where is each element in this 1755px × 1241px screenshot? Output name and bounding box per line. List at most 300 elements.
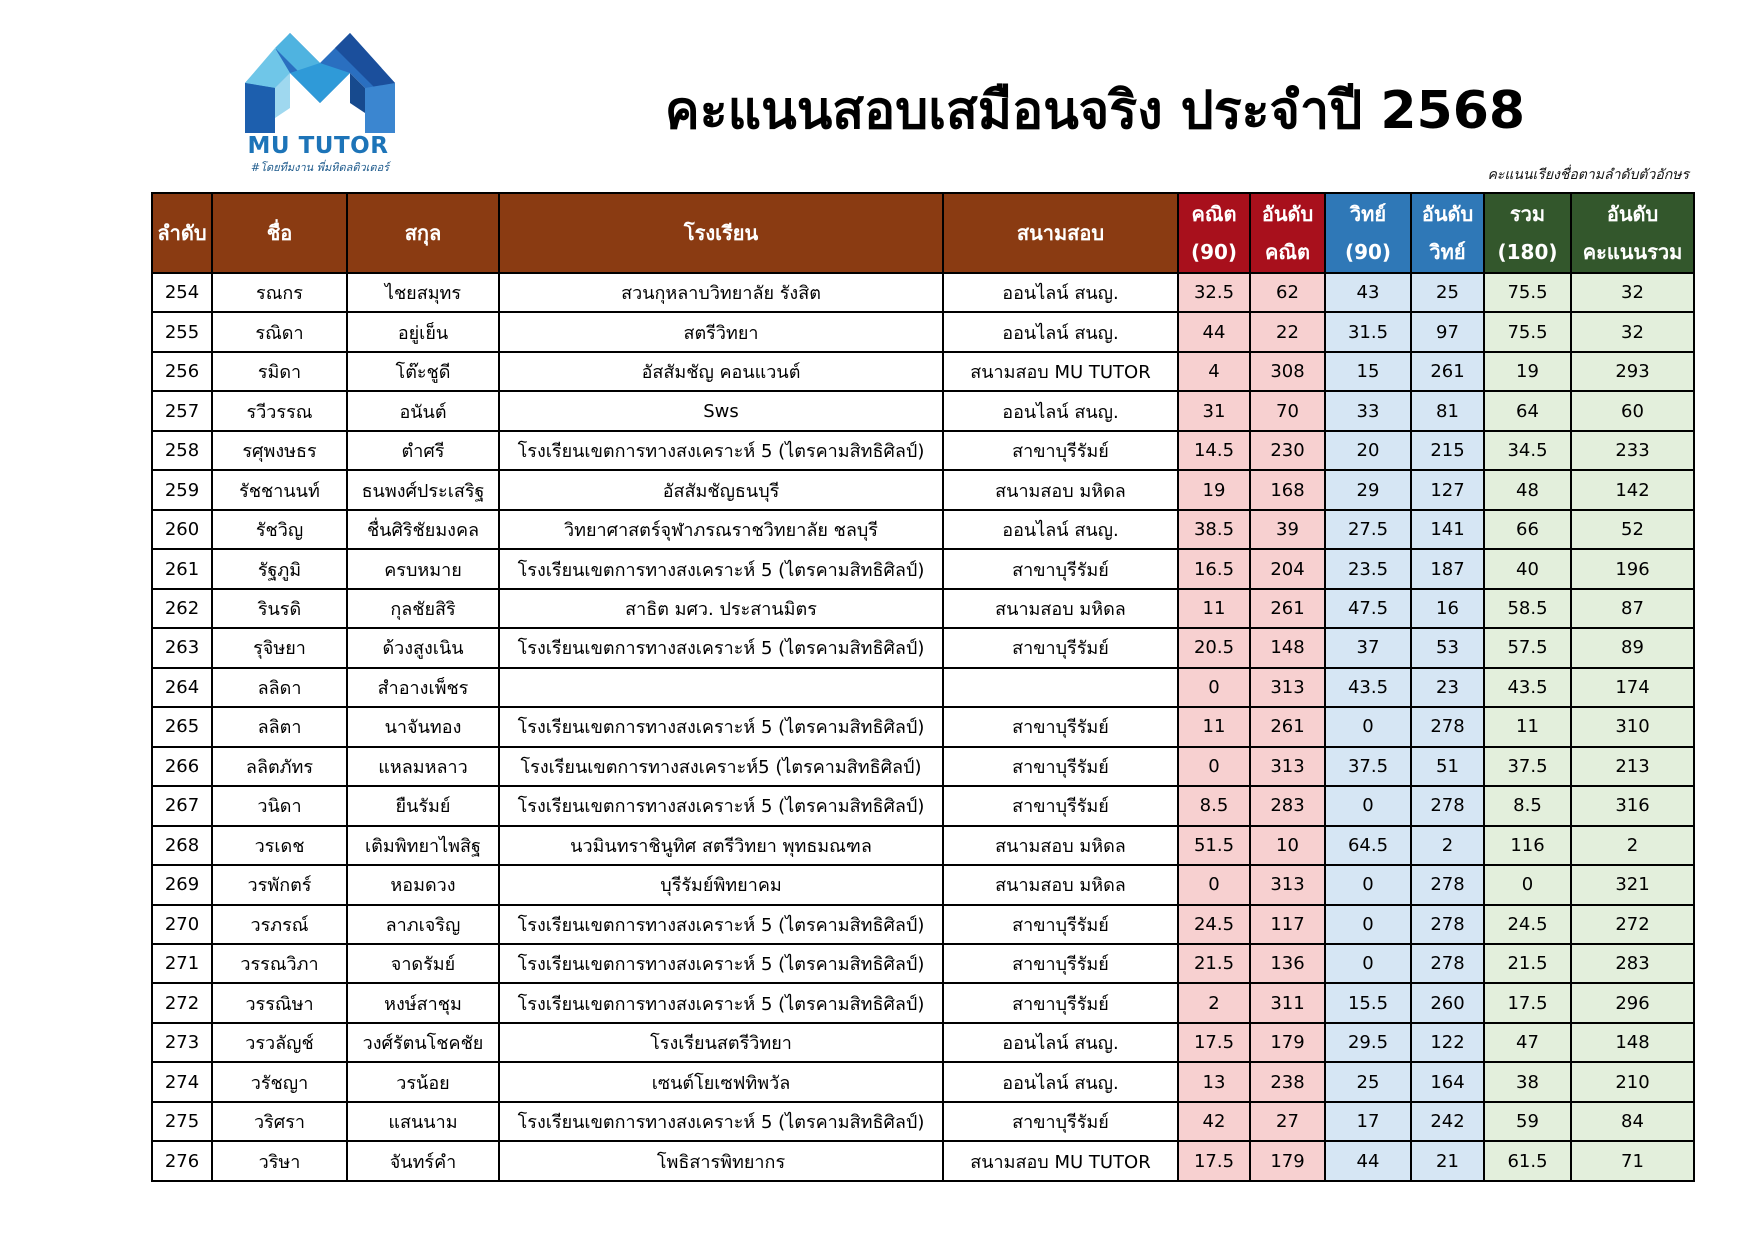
table-row [152,983,1694,1022]
cell-venue: ออนไลน์ สนญ. [943,273,1178,312]
cell-school: สาธิต มศว. ประสานมิตร [499,589,943,628]
cell-no: 254 [152,273,212,312]
cell-last-name: สำอางเพ็ชร [347,668,499,707]
cell-science-score: 37 [1325,628,1411,667]
cell-total-score: 116 [1484,826,1571,865]
cell-total-score: 24.5 [1484,905,1571,944]
cell-total-score: 43.5 [1484,668,1571,707]
table-row [152,470,1694,509]
table-row [152,312,1694,351]
cell-math-rank: 168 [1250,470,1325,509]
cell-first-name: วริศรา [212,1102,347,1141]
table-row [152,510,1694,549]
header-school: โรงเรียน [499,193,943,273]
cell-science-rank: 21 [1411,1141,1484,1181]
logo-brand-text: MU TUTOR [247,133,389,159]
cell-total-score: 34.5 [1484,431,1571,470]
cell-math-score: 17.5 [1178,1141,1250,1181]
cell-math-score: 4 [1178,352,1250,391]
cell-last-name: ไชยสมุทร [347,273,499,312]
cell-math-rank: 230 [1250,431,1325,470]
cell-first-name: รณกร [212,273,347,312]
cell-venue: สาขาบุรีรัมย์ [943,707,1178,746]
cell-total-rank: 52 [1571,510,1694,549]
cell-no: 265 [152,707,212,746]
cell-science-score: 64.5 [1325,826,1411,865]
cell-first-name: ลลิตา [212,707,347,746]
cell-total-rank: 210 [1571,1062,1694,1101]
cell-math-rank: 62 [1250,273,1325,312]
cell-total-score: 11 [1484,707,1571,746]
cell-total-rank: 89 [1571,628,1694,667]
page-title: คะแนนสอบเสมือนจริง ประจำปี 2568 [664,81,1526,141]
cell-science-rank: 242 [1411,1102,1484,1141]
cell-science-score: 33 [1325,391,1411,430]
cell-no: 257 [152,391,212,430]
cell-math-score: 21.5 [1178,944,1250,983]
cell-total-score: 61.5 [1484,1141,1571,1181]
cell-math-score: 11 [1178,589,1250,628]
cell-no: 271 [152,944,212,983]
cell-venue: สนามสอบ มหิดล [943,826,1178,865]
table-header-row [152,193,1694,273]
cell-total-rank: 32 [1571,312,1694,351]
cell-total-rank: 310 [1571,707,1694,746]
cell-school: โพธิสารพิทยากร [499,1141,943,1181]
cell-first-name: รมิดา [212,352,347,391]
cell-total-rank: 316 [1571,786,1694,825]
cell-science-rank: 215 [1411,431,1484,470]
cell-science-rank: 187 [1411,549,1484,588]
cell-total-rank: 283 [1571,944,1694,983]
cell-first-name: วรเดช [212,826,347,865]
cell-school: โรงเรียนเขตการทางสงเคราะห์ 5 (ไตรคามสิทธิศิลป์) [499,1102,943,1141]
cell-venue: สาขาบุรีรัมย์ [943,549,1178,588]
cell-total-rank: 32 [1571,273,1694,312]
header-total-label: รวม [1509,202,1546,226]
cell-no: 264 [152,668,212,707]
cell-school: โรงเรียนเขตการทางสงเคราะห์ 5 (ไตรคามสิทธิศิลป์) [499,431,943,470]
cell-venue: สนามสอบ มหิดล [943,865,1178,904]
cell-last-name: วงศ์รัตนโชคชัย [347,1023,499,1062]
cell-math-score: 13 [1178,1062,1250,1101]
cell-math-rank: 148 [1250,628,1325,667]
cell-venue: สาขาบุรีรัมย์ [943,944,1178,983]
cell-school: โรงเรียนเขตการทางสงเคราะห์ 5 (ไตรคามสิทธิศิลป์) [499,549,943,588]
header-total-rank [1571,193,1694,273]
cell-no: 258 [152,431,212,470]
cell-total-score: 66 [1484,510,1571,549]
cell-last-name: ด้วงสูงเนิน [347,628,499,667]
cell-no: 272 [152,983,212,1022]
cell-total-score: 59 [1484,1102,1571,1141]
cell-math-rank: 39 [1250,510,1325,549]
table-row [152,668,1694,707]
cell-total-score: 47 [1484,1023,1571,1062]
cell-venue: สาขาบุรีรัมย์ [943,1102,1178,1141]
cell-total-score: 38 [1484,1062,1571,1101]
cell-school: โรงเรียนเขตการทางสงเคราะห์ 5 (ไตรคามสิทธิศิลป์) [499,983,943,1022]
cell-science-rank: 278 [1411,707,1484,746]
cell-last-name: แหลมหลาว [347,747,499,786]
cell-last-name: วรน้อย [347,1062,499,1101]
cell-last-name: ชื่นศิริชัยมงคล [347,510,499,549]
cell-science-rank: 278 [1411,865,1484,904]
cell-venue: ออนไลน์ สนญ. [943,1062,1178,1101]
header-science-rank-label: อันดับ [1421,202,1474,226]
cell-venue: สนามสอบ มหิดล [943,470,1178,509]
cell-school: โรงเรียนเขตการทางสงเคราะห์ 5 (ไตรคามสิทธิศิลป์) [499,786,943,825]
cell-science-rank: 278 [1411,944,1484,983]
header-no: ลำดับ [152,193,212,273]
cell-total-rank: 196 [1571,549,1694,588]
cell-science-rank: 122 [1411,1023,1484,1062]
cell-science-score: 29.5 [1325,1023,1411,1062]
header-venue: สนามสอบ [943,193,1178,273]
cell-science-rank: 53 [1411,628,1484,667]
table-row [152,1062,1694,1101]
cell-total-score: 19 [1484,352,1571,391]
header-last-name: สกุล [347,193,499,273]
cell-math-score: 14.5 [1178,431,1250,470]
header-science-max: (90) [1344,240,1392,264]
cell-science-score: 0 [1325,865,1411,904]
cell-math-score: 38.5 [1178,510,1250,549]
cell-first-name: วรรณวิภา [212,944,347,983]
cell-venue: สาขาบุรีรัมย์ [943,628,1178,667]
cell-math-rank: 117 [1250,905,1325,944]
cell-science-rank: 2 [1411,826,1484,865]
header-total [1484,193,1571,273]
table-row [152,352,1694,391]
table-row [152,549,1694,588]
sort-note: คะแนนเรียงชื่อตามลำดับตัวอักษร [1487,167,1689,183]
header-science-rank [1411,193,1484,273]
cell-total-rank: 174 [1571,668,1694,707]
cell-total-score: 57.5 [1484,628,1571,667]
cell-math-rank: 311 [1250,983,1325,1022]
house-mu-logo-icon [240,28,400,138]
table-row [152,1141,1694,1181]
cell-venue: สาขาบุรีรัมย์ [943,983,1178,1022]
cell-math-score: 44 [1178,312,1250,351]
cell-school: สวนกุหลาบวิทยาลัย รังสิต [499,273,943,312]
cell-science-rank: 23 [1411,668,1484,707]
cell-school: วิทยาศาสตร์จุฬาภรณราชวิทยาลัย ชลบุรี [499,510,943,549]
cell-venue: สาขาบุรีรัมย์ [943,905,1178,944]
cell-venue: ออนไลน์ สนญ. [943,312,1178,351]
table-row [152,747,1694,786]
cell-last-name: ยืนรัมย์ [347,786,499,825]
cell-math-rank: 27 [1250,1102,1325,1141]
cell-first-name: รัชวิญ [212,510,347,549]
cell-science-score: 0 [1325,707,1411,746]
table-body [152,273,1694,1181]
cell-math-score: 8.5 [1178,786,1250,825]
cell-no: 273 [152,1023,212,1062]
cell-math-score: 20.5 [1178,628,1250,667]
cell-science-score: 0 [1325,905,1411,944]
cell-total-rank: 293 [1571,352,1694,391]
cell-last-name: ลาภเจริญ [347,905,499,944]
header-math-label: คณิต [1191,202,1237,226]
table-row [152,826,1694,865]
cell-total-rank: 84 [1571,1102,1694,1141]
cell-science-rank: 16 [1411,589,1484,628]
cell-math-rank: 283 [1250,786,1325,825]
cell-total-score: 48 [1484,470,1571,509]
cell-venue: สนามสอบ MU TUTOR [943,1141,1178,1181]
cell-total-score: 17.5 [1484,983,1571,1022]
table-row [152,431,1694,470]
cell-first-name: รศุพงษธร [212,431,347,470]
table-row [152,865,1694,904]
cell-math-score: 0 [1178,747,1250,786]
header-science-rank-sub: วิทย์ [1429,240,1466,264]
cell-no: 268 [152,826,212,865]
header-math-max: (90) [1190,240,1238,264]
cell-first-name: รุจิษยา [212,628,347,667]
cell-science-rank: 25 [1411,273,1484,312]
cell-math-rank: 204 [1250,549,1325,588]
table-row [152,589,1694,628]
cell-school: โรงเรียนเขตการทางสงเคราะห์5 (ไตรคามสิทธิศิลป์) [499,747,943,786]
cell-total-rank: 60 [1571,391,1694,430]
header-first-name: ชื่อ [212,193,347,273]
cell-first-name: วนิดา [212,786,347,825]
cell-last-name: ครบหมาย [347,549,499,588]
cell-math-rank: 10 [1250,826,1325,865]
cell-science-score: 15 [1325,352,1411,391]
cell-school: Sws [499,391,943,430]
cell-science-score: 0 [1325,944,1411,983]
cell-science-rank: 81 [1411,391,1484,430]
cell-math-score: 51.5 [1178,826,1250,865]
cell-no: 274 [152,1062,212,1101]
cell-total-score: 8.5 [1484,786,1571,825]
cell-math-rank: 238 [1250,1062,1325,1101]
cell-math-score: 42 [1178,1102,1250,1141]
cell-math-score: 11 [1178,707,1250,746]
header-math [1178,193,1250,273]
cell-total-rank: 2 [1571,826,1694,865]
logo-tagline: #โดยทีมงาน พี่มหิดลติวเตอร์ [250,161,390,174]
cell-no: 262 [152,589,212,628]
cell-total-rank: 213 [1571,747,1694,786]
cell-total-score: 37.5 [1484,747,1571,786]
cell-venue: สาขาบุรีรัมย์ [943,431,1178,470]
cell-total-score: 58.5 [1484,589,1571,628]
cell-math-rank: 261 [1250,707,1325,746]
cell-math-rank: 313 [1250,668,1325,707]
cell-no: 256 [152,352,212,391]
cell-total-score: 40 [1484,549,1571,588]
cell-total-rank: 296 [1571,983,1694,1022]
cell-no: 260 [152,510,212,549]
cell-first-name: วรพักตร์ [212,865,347,904]
cell-math-score: 17.5 [1178,1023,1250,1062]
cell-total-score: 75.5 [1484,312,1571,351]
cell-math-score: 0 [1178,668,1250,707]
cell-school: อัสสัมชัญธนบุรี [499,470,943,509]
cell-math-score: 0 [1178,865,1250,904]
cell-venue: ออนไลน์ สนญ. [943,1023,1178,1062]
cell-first-name: วรวลัญช์ [212,1023,347,1062]
cell-math-score: 32.5 [1178,273,1250,312]
cell-first-name: วริษา [212,1141,347,1181]
cell-first-name: รินรดิ [212,589,347,628]
cell-math-score: 2 [1178,983,1250,1022]
cell-venue: ออนไลน์ สนญ. [943,510,1178,549]
cell-science-score: 27.5 [1325,510,1411,549]
cell-venue: สนามสอบ มหิดล [943,589,1178,628]
cell-total-rank: 148 [1571,1023,1694,1062]
cell-last-name: อนันต์ [347,391,499,430]
cell-total-rank: 321 [1571,865,1694,904]
cell-venue: ออนไลน์ สนญ. [943,391,1178,430]
cell-total-score: 21.5 [1484,944,1571,983]
cell-science-score: 20 [1325,431,1411,470]
cell-math-rank: 313 [1250,747,1325,786]
cell-school: โรงเรียนสตรีวิทยา [499,1023,943,1062]
cell-math-rank: 308 [1250,352,1325,391]
table-row [152,1023,1694,1062]
cell-last-name: ธนพงศ์ประเสริฐ [347,470,499,509]
cell-last-name: กุลชัยสิริ [347,589,499,628]
cell-venue: สาขาบุรีรัมย์ [943,786,1178,825]
cell-school [499,668,943,707]
score-table [151,192,1695,1182]
cell-no: 261 [152,549,212,588]
table-row [152,273,1694,312]
cell-first-name: วรภรณ์ [212,905,347,944]
cell-math-rank: 136 [1250,944,1325,983]
cell-no: 255 [152,312,212,351]
cell-no: 267 [152,786,212,825]
cell-math-score: 31 [1178,391,1250,430]
cell-school: อัสสัมชัญ คอนแวนต์ [499,352,943,391]
cell-total-score: 64 [1484,391,1571,430]
cell-science-score: 0 [1325,786,1411,825]
cell-science-score: 25 [1325,1062,1411,1101]
cell-math-rank: 70 [1250,391,1325,430]
cell-last-name: จันทร์คำ [347,1141,499,1181]
table-row [152,786,1694,825]
cell-no: 270 [152,905,212,944]
cell-science-score: 29 [1325,470,1411,509]
table-row [152,391,1694,430]
cell-math-score: 24.5 [1178,905,1250,944]
cell-science-rank: 260 [1411,983,1484,1022]
cell-math-score: 16.5 [1178,549,1250,588]
cell-venue [943,668,1178,707]
table-row [152,707,1694,746]
cell-science-rank: 278 [1411,786,1484,825]
cell-last-name: นาจันทอง [347,707,499,746]
table-row [152,1102,1694,1141]
cell-science-rank: 127 [1411,470,1484,509]
cell-no: 269 [152,865,212,904]
table-row [152,905,1694,944]
cell-first-name: วรัชญา [212,1062,347,1101]
cell-no: 259 [152,470,212,509]
cell-science-rank: 141 [1411,510,1484,549]
table-row [152,628,1694,667]
cell-venue: สนามสอบ MU TUTOR [943,352,1178,391]
cell-venue: สาขาบุรีรัมย์ [943,747,1178,786]
cell-total-rank: 233 [1571,431,1694,470]
header-math-rank [1250,193,1325,273]
cell-no: 266 [152,747,212,786]
cell-science-score: 47.5 [1325,589,1411,628]
cell-last-name: โต๊ะชูดี [347,352,499,391]
cell-no: 263 [152,628,212,667]
cell-school: โรงเรียนเขตการทางสงเคราะห์ 5 (ไตรคามสิทธิศิลป์) [499,944,943,983]
cell-last-name: จาดรัมย์ [347,944,499,983]
cell-first-name: รณิดา [212,312,347,351]
cell-last-name: หอมดวง [347,865,499,904]
cell-science-score: 31.5 [1325,312,1411,351]
header-math-rank-sub: คณิต [1265,240,1310,264]
cell-total-rank: 87 [1571,589,1694,628]
cell-school: โรงเรียนเขตการทางสงเคราะห์ 5 (ไตรคามสิทธิศิลป์) [499,905,943,944]
cell-first-name: ลลิดา [212,668,347,707]
cell-math-rank: 313 [1250,865,1325,904]
header-science-label: วิทย์ [1349,202,1387,226]
cell-total-score: 75.5 [1484,273,1571,312]
cell-total-rank: 142 [1571,470,1694,509]
cell-last-name: แสนนาม [347,1102,499,1141]
header-total-rank-sub: คะแนนรวม [1582,240,1683,264]
cell-school: บุรีรัมย์พิทยาคม [499,865,943,904]
cell-last-name: หงษ์สาชุม [347,983,499,1022]
cell-last-name: อยู่เย็น [347,312,499,351]
cell-science-rank: 97 [1411,312,1484,351]
cell-school: นวมินทราชินูทิศ สตรีวิทยา พุทธมณฑล [499,826,943,865]
cell-science-rank: 164 [1411,1062,1484,1101]
cell-no: 275 [152,1102,212,1141]
cell-science-score: 43 [1325,273,1411,312]
cell-science-score: 37.5 [1325,747,1411,786]
cell-math-rank: 179 [1250,1141,1325,1181]
cell-math-rank: 22 [1250,312,1325,351]
header-total-max: (180) [1497,240,1558,264]
header-total-rank-label: อันดับ [1606,202,1659,226]
cell-school: โรงเรียนเขตการทางสงเคราะห์ 5 (ไตรคามสิทธิศิลป์) [499,628,943,667]
cell-science-rank: 51 [1411,747,1484,786]
cell-first-name: วรรณิษา [212,983,347,1022]
cell-math-rank: 179 [1250,1023,1325,1062]
cell-science-score: 23.5 [1325,549,1411,588]
cell-no: 276 [152,1141,212,1181]
table-row [152,944,1694,983]
cell-science-score: 17 [1325,1102,1411,1141]
cell-school: สตรีวิทยา [499,312,943,351]
cell-school: เซนต์โยเซฟทิพวัล [499,1062,943,1101]
cell-first-name: รัฐภูมิ [212,549,347,588]
header-math-rank-label: อันดับ [1261,202,1314,226]
cell-last-name: ตำศรี [347,431,499,470]
cell-total-score: 0 [1484,865,1571,904]
cell-last-name: เติมพิทยาไพสิฐ [347,826,499,865]
header-science [1325,193,1411,273]
cell-science-rank: 261 [1411,352,1484,391]
cell-first-name: ลลิตภัทร [212,747,347,786]
cell-first-name: รัชชานนท์ [212,470,347,509]
cell-math-score: 19 [1178,470,1250,509]
cell-total-rank: 272 [1571,905,1694,944]
cell-school: โรงเรียนเขตการทางสงเคราะห์ 5 (ไตรคามสิทธิศิลป์) [499,707,943,746]
